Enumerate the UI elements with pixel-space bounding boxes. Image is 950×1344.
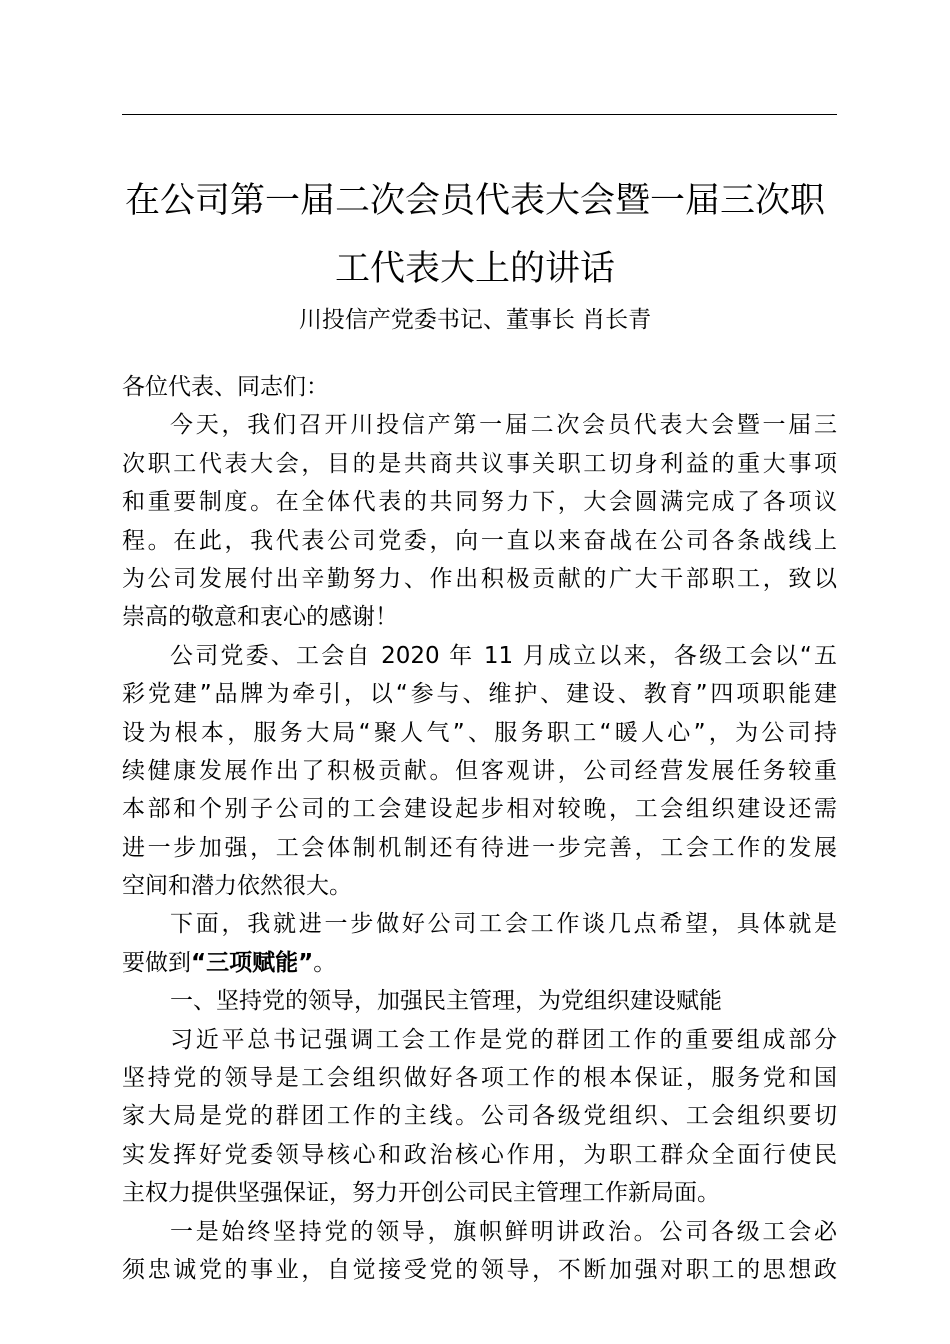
body-line: 空间和潜力依然很大。	[122, 873, 352, 900]
body-line: 公司党委、工会自 2020 年 11 月成立以来，各级工会以“五	[170, 642, 837, 669]
document-title-line-1: 在公司第一届二次会员代表大会暨一届三次职	[124, 181, 825, 221]
body-line: 进一步加强，工会体制机制还有待进一步完善，工会工作的发展	[122, 834, 837, 861]
document-title-line-2: 工代表大上的讲话	[334, 249, 615, 289]
body-line: 主权力提供坚强保证，努力开创公司民主管理工作新局面。	[122, 1180, 720, 1207]
section-heading-1: 一、坚持党的领导，加强民主管理，为党组织建设赋能	[170, 988, 722, 1015]
header-rule	[122, 114, 837, 115]
body-line: 和重要制度。在全体代表的共同努力下，大会圆满完成了各项议	[122, 489, 837, 516]
body-line: 次职工代表大会，目的是共商共议事关职工切身利益的重大事项	[122, 450, 837, 477]
salutation: 各位代表、同志们：	[122, 374, 329, 400]
body-line-text: 要做到	[122, 949, 191, 976]
three-empowerments-emphasis: “三项赋能”	[191, 949, 314, 976]
author-byline: 川投信产党委书记、董事长 肖长青	[298, 307, 652, 333]
body-line: 崇高的敬意和衷心的感谢！	[122, 604, 398, 631]
body-line: 须忠诚党的事业，自觉接受党的领导，不断加强对职工的思想政	[122, 1256, 837, 1283]
body-line: 本部和个别子公司的工会建设起步相对较晚，工会组织建设还需	[122, 796, 837, 823]
body-line: 坚持党的领导是工会组织做好各项工作的根本保证，服务党和国	[122, 1065, 837, 1092]
document-body	[122, 368, 837, 1289]
body-line: 一是始终坚持党的领导，旗帜鲜明讲政治。公司各级工会必	[170, 1218, 837, 1245]
body-line: 程。在此，我代表公司党委，向一直以来奋战在公司各条战线上	[122, 527, 837, 554]
body-line: 家大局是党的群团工作的主线。公司各级党组织、工会组织要切	[122, 1103, 837, 1130]
body-line: 实发挥好党委领导核心和政治核心作用，为职工群众全面行使民	[122, 1141, 837, 1168]
body-line: 习近平总书记强调工会工作是党的群团工作的重要组成部分	[170, 1026, 837, 1053]
body-line: 今天，我们召开川投信产第一届二次会员代表大会暨一届三	[170, 412, 837, 439]
body-line: 续健康发展作出了积极贡献。但客观讲，公司经营发展任务较重	[122, 757, 837, 784]
body-line	[122, 944, 837, 982]
body-line: 彩党建”品牌为牵引，以“参与、维护、建设、教育”四项职能建	[122, 681, 837, 708]
body-line-punctuation: 。	[313, 949, 337, 976]
body-line: 设为根本，服务大局“聚人气”、服务职工“暖人心”，为公司持	[122, 719, 837, 746]
body-line: 为公司发展付出辛勤努力、作出积极贡献的广大干部职工，致以	[122, 565, 837, 592]
body-line: 下面，我就进一步做好公司工会工作谈几点希望，具体就是	[170, 911, 837, 938]
